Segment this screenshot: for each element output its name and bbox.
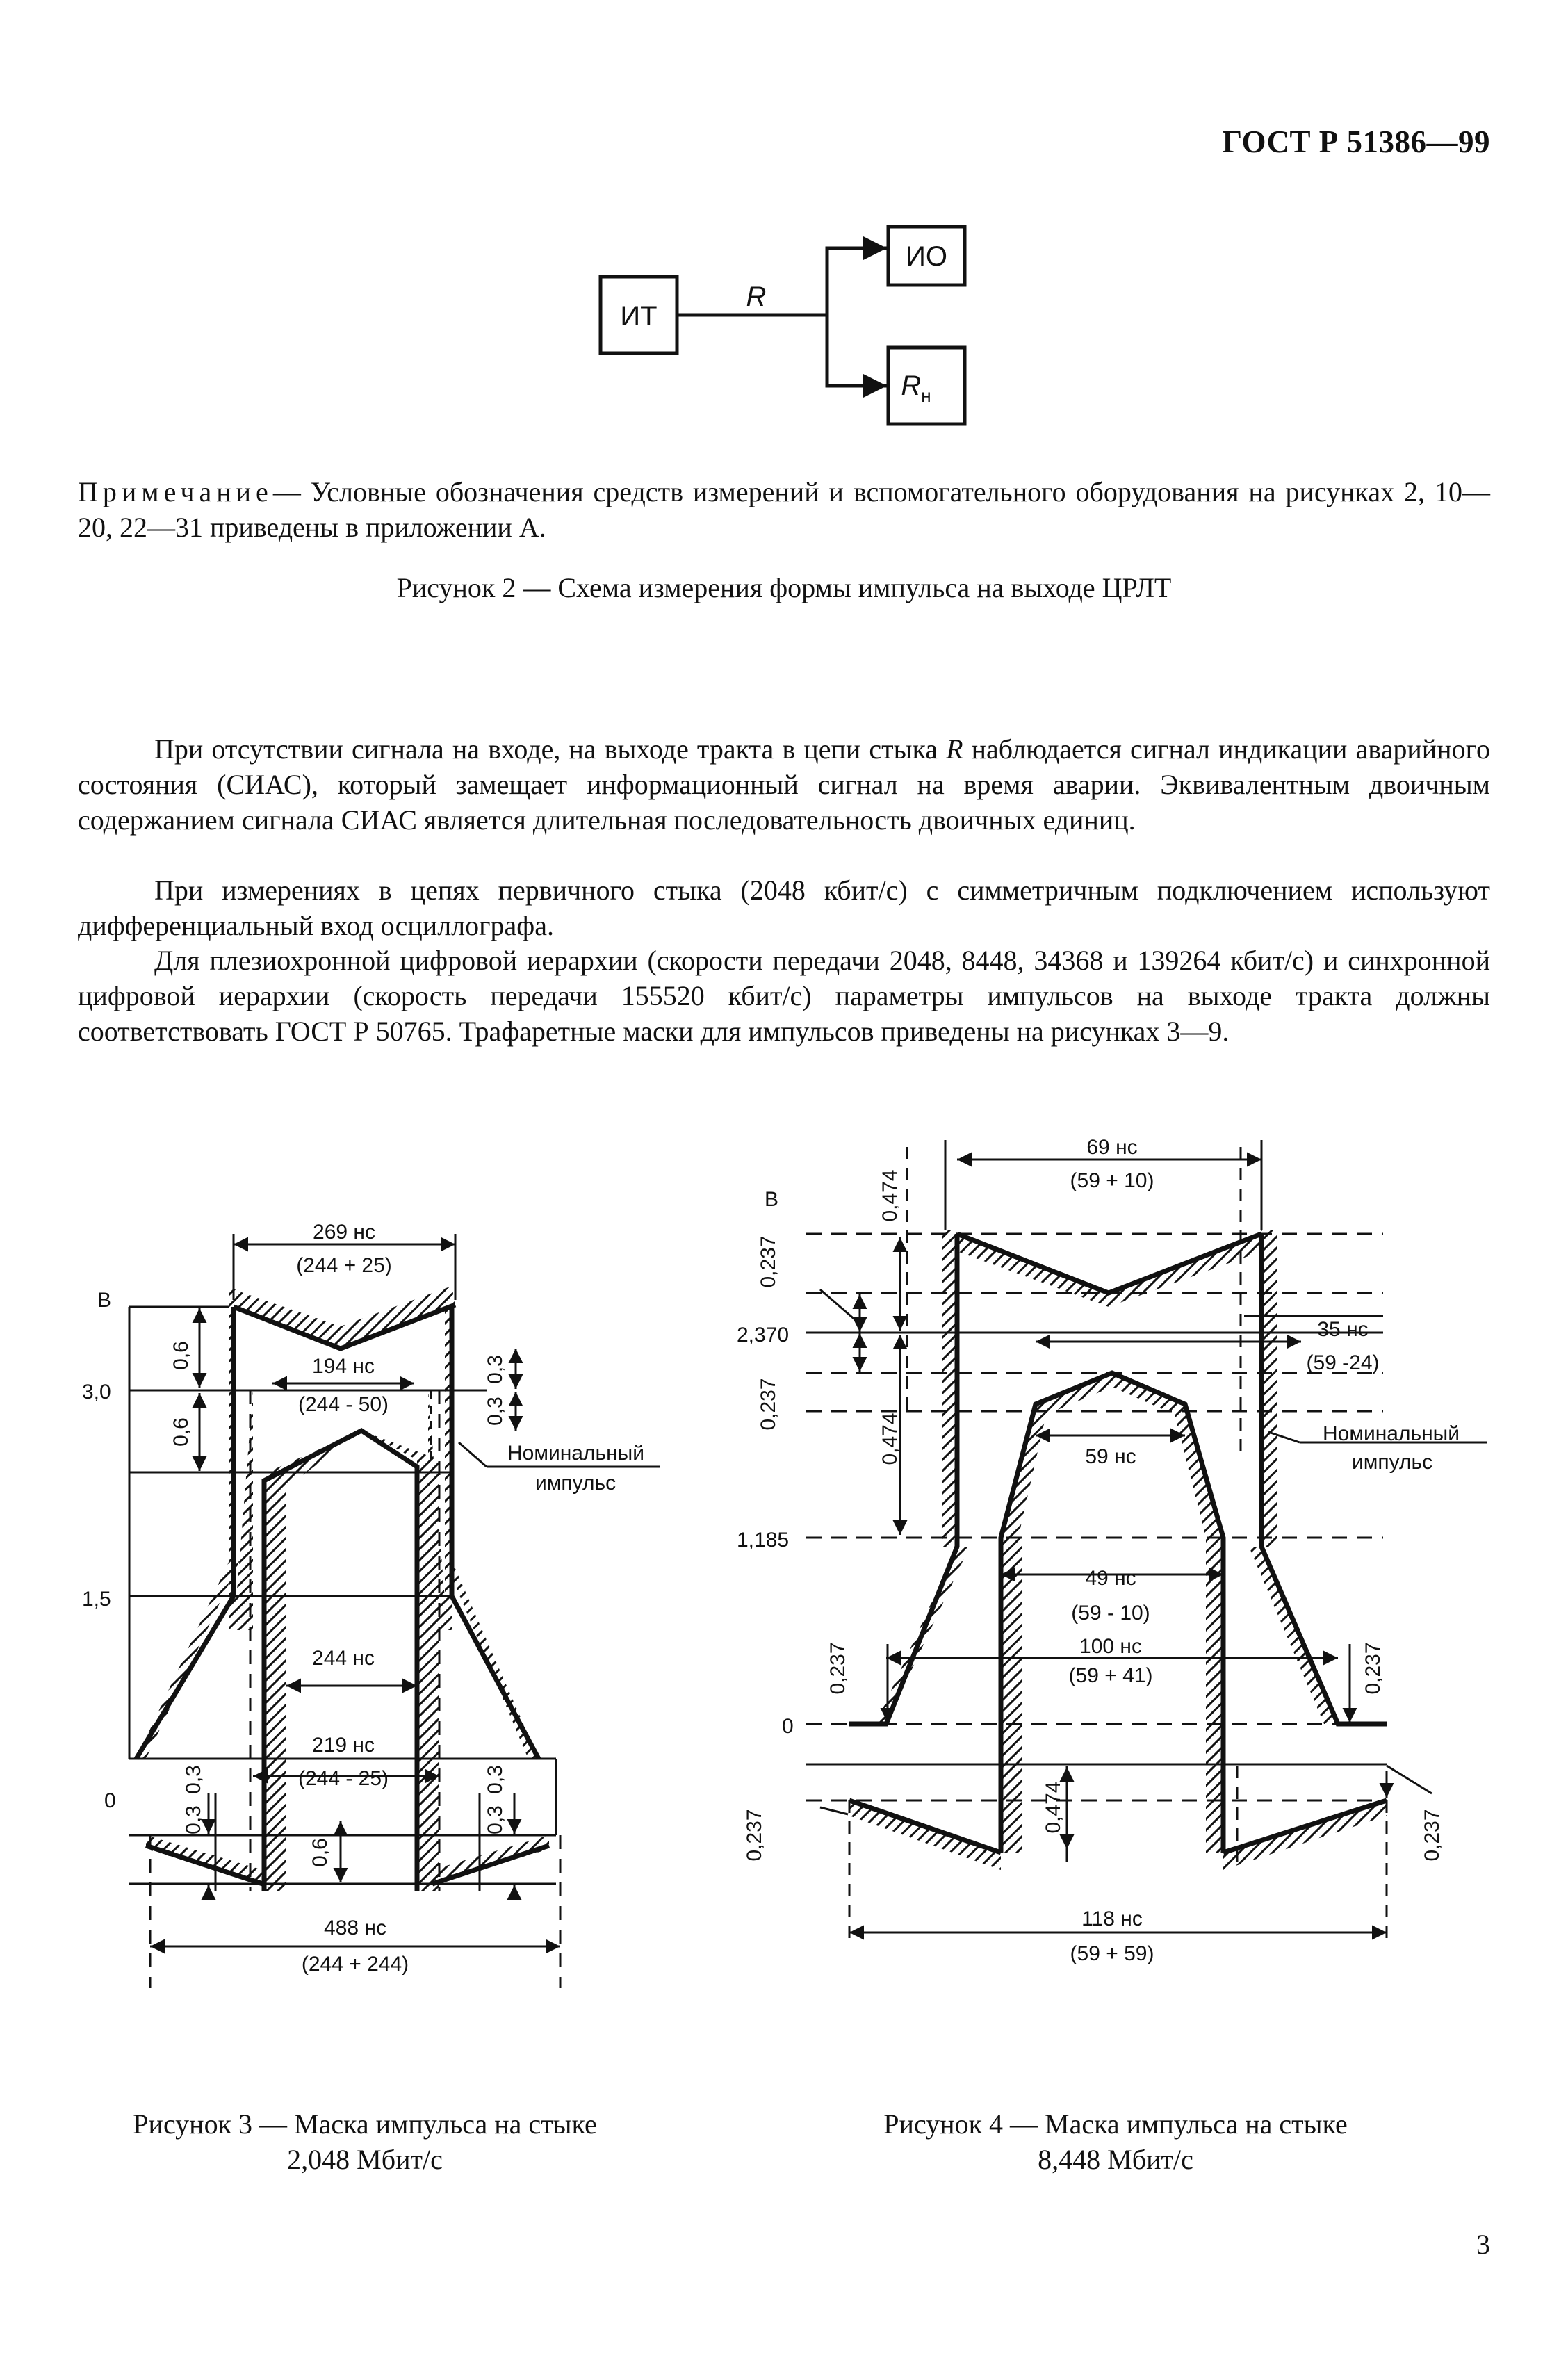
fig3-v06-c: 0,6 [309, 1838, 332, 1867]
fig3-unit: В [97, 1289, 112, 1312]
note-text: — Условные обозначения средств измерений и вспомогательного оборудования на рисунках 2, 10—20, 22—31 приведены в приложении А. [78, 476, 1490, 543]
fig4-v474-b: 0,474 [879, 1413, 901, 1465]
fig3-tick-3-0: 3,0 [82, 1381, 111, 1403]
figure-3-caption-line-2: 2,048 Мбит/с [287, 2144, 443, 2175]
paragraph-1-text-a: При отсутствии сигнала на входе, на выходе тракта в цепи стыка [154, 733, 947, 765]
mask4-fall-edge [1261, 1547, 1387, 1724]
fig3-bottom-sum: (244 + 244) [301, 1953, 409, 1976]
mask-fall-edge [452, 1596, 539, 1759]
fig3-low-ns: 219 нс [312, 1734, 375, 1757]
line-label-r: R [746, 282, 767, 312]
mask4-hatch-top [957, 1234, 1261, 1307]
fig3-tick-0: 0 [104, 1789, 116, 1812]
fig3-inner-ns: 194 нс [312, 1355, 375, 1378]
fig4-nominal-l1: Номинальный [1323, 1422, 1460, 1445]
mask4-undershoot-left [849, 1800, 1001, 1853]
fig4-v474-a: 0,474 [879, 1169, 901, 1222]
fig4-v237-a: 0,237 [757, 1235, 780, 1288]
fig4-wide-sum: (59 + 41) [1068, 1664, 1153, 1687]
fig3-mid-ns: 244 нс [312, 1647, 375, 1670]
fig4-unit: В [765, 1188, 779, 1211]
fig4-mid-ns: 49 нс [1085, 1567, 1136, 1590]
paragraph-2: При измерениях в цепях первичного стыка (2048 кбит/с) с симметричным подключением используют дифференциальный вход осциллографа. [78, 874, 1490, 941]
figure-3-caption-line-1: Рисунок 3 — Маска импульса на стыке [133, 2108, 597, 2140]
fig4-wide-ns: 100 нс [1079, 1635, 1142, 1658]
fig4-top-sum: (59 + 10) [1070, 1169, 1154, 1192]
block-load-label: $R_н$ [901, 371, 931, 406]
fig4-v474-c: 0,474 [1042, 1781, 1065, 1834]
fig4-v237-c: 0,237 [826, 1642, 849, 1695]
fig3-v03-d: 0,3 [182, 1805, 205, 1834]
figure-2-caption: Рисунок 2 — Схема измерения формы импульса на выходе ЦРЛТ [396, 572, 1172, 603]
mask4-hatch-center-right [1206, 1538, 1223, 1853]
figure-4-caption [820, 2106, 1411, 2177]
mask4-hatch-undershoot-right [1223, 1800, 1387, 1870]
fig3-v06-a: 0,6 [170, 1341, 193, 1370]
fig4-mid-sum: (59 - 10) [1071, 1602, 1150, 1625]
fig3-v03-b: 0,3 [484, 1397, 507, 1426]
note-label: Примечание [78, 476, 273, 507]
fig3-top-sum: (244 + 25) [296, 1254, 392, 1277]
fig4-top-ns: 69 нс [1086, 1136, 1138, 1159]
fig3-nominal-l1: Номинальный [507, 1442, 645, 1465]
figure-4-pulse-mask [737, 1136, 1487, 1965]
paragraph-1-text-b: наблюдается сигнал индикации аварийного состояния (СИАС), который замещает информационный сигнал на время аварии. Эквивалентным двоичным содержанием сигнала СИАС является длительная последовательность двоичных единиц. [78, 733, 1491, 836]
block-source-label: ИТ [620, 301, 658, 332]
fig3-v03-f: 0,3 [484, 1805, 507, 1834]
paragraph-3: Для плезиохронной цифровой иерархии (скорости передачи 2048, 8448, 34368 и 139264 кбит/с) и синхронной цифровой иерархии (скорость передачи 155520 кбит/с) параметры импульсов на выходе тракта должны соответствовать ГОСТ Р 50765. Трафаретные маски для импульсов приведены на рисунках 3—9. [78, 945, 1490, 1047]
fig3-bottom-ns: 488 нс [324, 1917, 386, 1939]
fig3-top-ns: 269 нс [313, 1221, 375, 1244]
fig3-nominal-l2: импульс [535, 1472, 616, 1495]
branch-to-load [827, 315, 887, 386]
branch-to-scope [827, 248, 887, 315]
fig4-v237-b: 0,237 [757, 1378, 780, 1431]
fig4-v237-e: 0,237 [743, 1809, 766, 1862]
paragraph-1 [78, 731, 1490, 838]
fig4-v237-d: 0,237 [1362, 1642, 1385, 1695]
paragraph-1-italic-r: R [946, 733, 963, 765]
fig4-right-ns: 35 нс [1317, 1318, 1369, 1341]
document-header: ГОСТ Р 51386—99 [1222, 124, 1490, 159]
mask4-hatch-center-left [1001, 1538, 1022, 1853]
figure-4-caption-line-2: 8,448 Мбит/с [1038, 2144, 1193, 2175]
fig4-tick-1-185: 1,185 [737, 1529, 790, 1552]
fig4-nominal-l2: импульс [1352, 1451, 1433, 1474]
fig3-inner-sum: (244 - 50) [297, 1393, 389, 1416]
fig3-v03-e: 0,3 [484, 1765, 507, 1794]
fig3-v03-c: 0,3 [182, 1765, 205, 1794]
fig3-tick-1-5: 1,5 [82, 1588, 111, 1611]
fig4-tick-2-370: 2,370 [737, 1324, 790, 1346]
fig4-bottom-ns: 118 нс [1081, 1907, 1143, 1930]
figure-note [78, 474, 1490, 545]
mask4-hatch-undershoot-left [849, 1800, 1001, 1870]
mask-rise-edge [136, 1596, 234, 1759]
fig4-bottom-sum: (59 + 59) [1070, 1942, 1154, 1965]
fig3-v06-b: 0,6 [170, 1417, 193, 1447]
figure-4-caption-line-1: Рисунок 4 — Маска импульса на стыке [883, 2108, 1348, 2140]
fig4-tick-0: 0 [782, 1715, 794, 1738]
fig3-low-sum: (244 - 25) [297, 1767, 389, 1790]
fig4-center-ns: 59 нс [1085, 1445, 1136, 1468]
fig4-right-sum: (59 -24) [1306, 1351, 1380, 1374]
figure-3-caption [70, 2106, 660, 2177]
page-number: 3 [1476, 2229, 1490, 2260]
fig3-v03-a: 0,3 [484, 1355, 507, 1384]
fig4-v237-f: 0,237 [1421, 1809, 1444, 1862]
block-scope-label: ИО [906, 241, 947, 272]
figure-3-pulse-mask [82, 1221, 660, 1988]
mask4-rise-edge [849, 1547, 957, 1724]
mask4-undershoot-right [1223, 1800, 1387, 1853]
